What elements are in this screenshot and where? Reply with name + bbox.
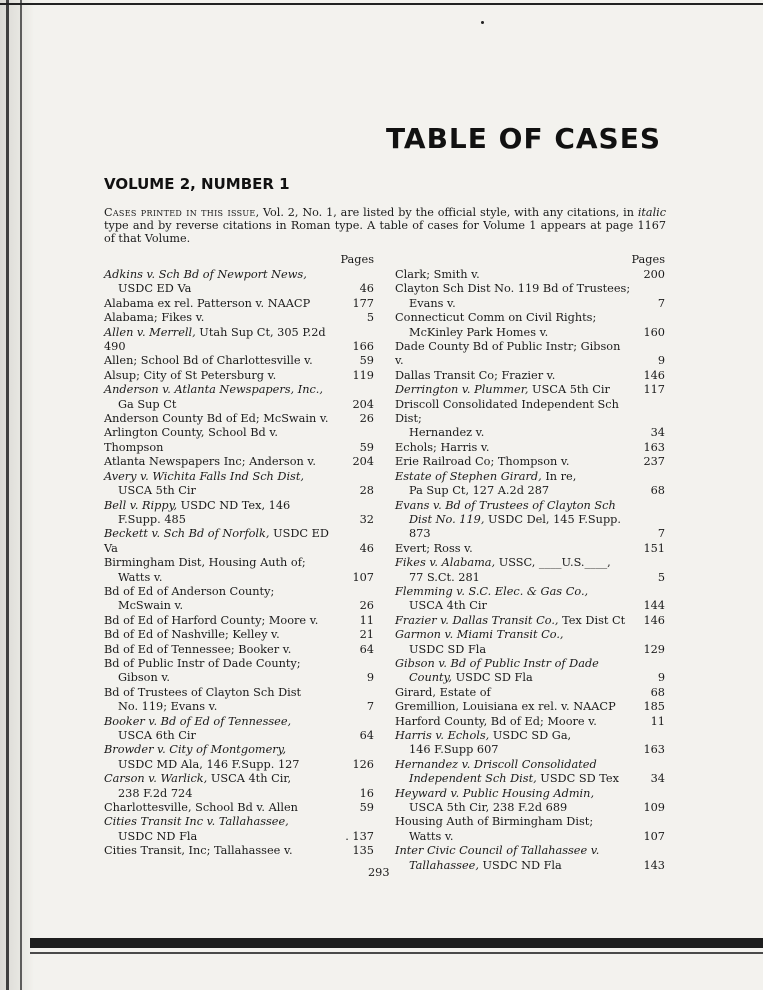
- case-entry: [395, 369, 665, 383]
- case-name: [104, 369, 340, 383]
- case-page: 21: [359, 628, 374, 642]
- case-name: [104, 585, 340, 614]
- case-name: [104, 297, 340, 311]
- case-page: 185: [643, 700, 665, 714]
- case-page: 163: [643, 743, 665, 757]
- case-entry: [104, 772, 374, 801]
- case-name: [104, 311, 340, 325]
- case-page: 64: [359, 642, 374, 656]
- case-name: [104, 657, 340, 686]
- case-name-line: Beckett v. Sch Bd of Norfolk, USDC ED Va: [104, 527, 329, 555]
- case-name-line: Bd of Ed of Harford County; Moore v.: [104, 613, 319, 627]
- case-page: 119: [352, 368, 374, 382]
- case-name: [395, 758, 631, 787]
- case-name-line: USDC ED Va: [118, 282, 192, 296]
- case-name-line: 146 F.Supp 607: [409, 743, 499, 757]
- case-entry: [104, 297, 374, 311]
- case-name: [104, 326, 340, 355]
- case-name: [395, 398, 631, 441]
- case-name: [395, 628, 631, 657]
- case-name-line: Harford County, Bd of Ed; Moore v.: [395, 714, 597, 728]
- case-page: 107: [352, 570, 374, 584]
- page-number: 293: [368, 866, 390, 879]
- case-page: 146: [643, 613, 665, 627]
- case-entry: [395, 311, 665, 340]
- case-name: [395, 585, 631, 614]
- case-entry: [395, 686, 665, 700]
- case-name: [395, 686, 631, 700]
- case-entry: [395, 844, 665, 873]
- case-name-line: USCA 4th Cir: [409, 599, 487, 613]
- case-page: 9: [657, 671, 665, 685]
- case-entry: [395, 614, 665, 628]
- case-entry: [395, 556, 665, 585]
- case-name-line: Tallahassee, USDC ND Fla: [409, 858, 562, 872]
- case-name: [104, 527, 340, 556]
- case-name: [395, 369, 631, 383]
- case-name: [104, 715, 340, 744]
- case-name-line: Avery v. Wichita Falls Ind Sch Dist,: [104, 469, 304, 483]
- case-entry: [395, 628, 665, 657]
- case-name-line: Browder v. City of Montgomery,: [104, 743, 287, 757]
- case-name: [104, 628, 340, 642]
- case-name: [395, 556, 631, 585]
- case-name-line: Alabama; Fikes v.: [104, 311, 205, 325]
- case-page: 5: [657, 570, 665, 584]
- case-entry: [395, 585, 665, 614]
- pages-header: Pages: [340, 253, 374, 266]
- case-name: [395, 787, 631, 816]
- case-name-line: Dade County Bd of Public Instr; Gibson v.: [395, 340, 621, 368]
- case-name-line: Pa Sup Ct, 127 A.2d 287: [409, 484, 550, 498]
- case-name: [104, 470, 340, 499]
- scan-speck: [481, 21, 484, 24]
- case-entry: [395, 470, 665, 499]
- case-page: . 137: [345, 829, 374, 843]
- case-entry: [104, 628, 374, 642]
- case-page: 204: [352, 455, 374, 469]
- case-page: 177: [352, 296, 374, 310]
- case-name-line: Inter Civic Council of Tallahassee v.: [395, 844, 600, 858]
- case-name-line: Birmingham Dist, Housing Auth of;: [104, 556, 306, 570]
- case-name-line: Alabama ex rel. Patterson v. NAACP: [104, 296, 311, 310]
- case-name-line: Ga Sup Ct: [118, 397, 177, 411]
- case-name-line: F.Supp. 485: [118, 512, 186, 526]
- case-page: 28: [359, 484, 374, 498]
- case-name-line: Cities Transit Inc v. Tallahassee,: [104, 815, 289, 829]
- scan-edge: [20, 0, 22, 990]
- case-entry: [104, 383, 374, 412]
- case-entry: [104, 268, 374, 297]
- case-name: [104, 499, 340, 528]
- case-name: [395, 614, 631, 628]
- case-page: 129: [643, 642, 665, 656]
- case-name-line: USDC ND Fla: [118, 829, 198, 843]
- case-name-line: Clayton Sch Dist No. 119 Bd of Trustees;: [395, 282, 631, 296]
- case-name-line: Atlanta Newspapers Inc; Anderson v.: [104, 455, 317, 469]
- intro-text: , Vol. 2, No. 1, are listed by the official style, with any citations, in: [255, 206, 638, 219]
- case-entry: [395, 815, 665, 844]
- case-name-line: USCA 5th Cir, 238 F.2d 689: [409, 801, 568, 815]
- case-entry: [104, 426, 374, 455]
- case-page: 9: [657, 354, 665, 368]
- case-name: [104, 815, 340, 844]
- pages-header: Pages: [631, 253, 665, 266]
- case-name: [104, 686, 340, 715]
- case-name-line: USDC MD Ala, 146 F.Supp. 127: [118, 757, 300, 771]
- right-column: [395, 253, 665, 873]
- case-entry: [104, 801, 374, 815]
- bottom-scan-band: [30, 938, 763, 948]
- case-name-line: Connecticut Comm on Civil Rights;: [395, 311, 597, 325]
- case-page: 59: [359, 354, 374, 368]
- case-entry: [395, 715, 665, 729]
- case-page: 46: [359, 541, 374, 555]
- case-name: [395, 470, 631, 499]
- case-page: 34: [650, 426, 665, 440]
- case-name: [104, 412, 340, 426]
- case-entry: [104, 614, 374, 628]
- case-name-line: Evans v.: [409, 296, 456, 310]
- case-page: 163: [643, 440, 665, 454]
- case-name-line: Garmon v. Miami Transit Co.,: [395, 628, 564, 642]
- case-name: [395, 282, 631, 311]
- case-page: 11: [359, 613, 374, 627]
- case-name-line: Hernandez v.: [409, 426, 485, 440]
- case-entry: [395, 499, 665, 542]
- left-column: [104, 253, 374, 859]
- case-name-line: Bd of Trustees of Clayton Sch Dist: [104, 685, 302, 699]
- case-name-line: Hernandez v. Driscoll Consolidated: [395, 757, 597, 771]
- case-name: [104, 844, 340, 858]
- case-name: [104, 614, 340, 628]
- case-name-line: Allen; School Bd of Charlottesville v.: [104, 354, 313, 368]
- case-name-line: Derrington v. Plummer, USCA 5th Cir: [395, 383, 610, 397]
- case-list: [104, 268, 374, 859]
- case-name: [395, 499, 631, 542]
- case-name-line: Gremillion, Louisiana ex rel. v. NAACP: [395, 700, 616, 714]
- case-name: [104, 354, 340, 368]
- case-page: 64: [359, 729, 374, 742]
- case-name-line: 238 F.2d 724: [118, 786, 193, 800]
- case-name-line: Housing Auth of Birmingham Dist;: [395, 815, 594, 829]
- case-page: 126: [352, 757, 374, 771]
- case-entry: [395, 700, 665, 714]
- case-name: [395, 455, 631, 469]
- case-name: [104, 643, 340, 657]
- case-name: [104, 743, 340, 772]
- case-page: 26: [359, 599, 374, 613]
- case-entry: [104, 354, 374, 368]
- intro-lead: Cases printed in this issue: [104, 206, 256, 219]
- case-name-line: Dist No. 119, USDC Del, 145 F.Supp. 873: [409, 512, 621, 541]
- case-name-line: Carson v. Warlick, USCA 4th Cir,: [104, 772, 292, 786]
- case-entry: [395, 542, 665, 556]
- case-page: 166: [352, 340, 374, 354]
- case-page: 135: [352, 844, 374, 858]
- case-name: [104, 383, 340, 412]
- case-name-line: Heyward v. Public Housing Admin,: [395, 786, 595, 800]
- case-name: [104, 772, 340, 801]
- case-name-line: Independent Sch Dist, USDC SD Tex: [409, 772, 619, 786]
- case-name-line: Anderson v. Atlanta Newspapers, Inc.,: [104, 383, 323, 397]
- case-name: [395, 815, 631, 844]
- case-page: 146: [643, 368, 665, 382]
- case-name: [104, 556, 340, 585]
- case-name: [104, 268, 340, 297]
- case-name-line: McKinley Park Homes v.: [409, 325, 549, 339]
- case-entry: [395, 729, 665, 758]
- case-name-line: Fikes v. Alabama, USSC, ____U.S.____,: [395, 556, 611, 570]
- case-entry: [104, 369, 374, 383]
- case-page: 68: [650, 484, 665, 498]
- case-name: [395, 700, 631, 714]
- case-name-line: Bd of Public Instr of Dade County;: [104, 656, 301, 670]
- case-entry: [104, 643, 374, 657]
- intro-paragraph: [104, 206, 666, 245]
- intro-italic: italic: [637, 206, 667, 219]
- case-name-line: 77 S.Ct. 281: [409, 570, 480, 584]
- case-name-line: Cities Transit, Inc; Tallahassee v.: [104, 844, 293, 858]
- case-name: [395, 268, 631, 282]
- case-name-line: McSwain v.: [118, 599, 184, 613]
- case-name-line: Watts v.: [118, 570, 163, 584]
- case-entry: [104, 657, 374, 686]
- case-page: 11: [650, 714, 665, 728]
- case-page: 160: [643, 325, 665, 339]
- case-page: 117: [643, 383, 665, 397]
- case-page: 204: [352, 397, 374, 411]
- case-entry: [104, 686, 374, 715]
- case-name-line: Dallas Transit Co; Frazier v.: [395, 368, 556, 382]
- case-name-line: Bd of Ed of Anderson County;: [104, 584, 275, 598]
- case-page: 16: [359, 786, 374, 800]
- case-name-line: Evert; Ross v.: [395, 541, 473, 555]
- case-page: 7: [657, 296, 665, 310]
- case-name-line: Booker v. Bd of Ed of Tennessee,: [104, 714, 292, 728]
- case-name-line: Anderson County Bd of Ed; McSwain v.: [104, 412, 329, 426]
- case-name: [395, 340, 631, 369]
- case-name: [104, 426, 340, 455]
- case-name: [395, 729, 631, 758]
- case-page: 5: [366, 311, 374, 325]
- case-name-line: Harris v. Echols, USDC SD Ga,: [395, 729, 572, 742]
- case-name-line: Erie Railroad Co; Thompson v.: [395, 455, 570, 469]
- case-entry: [104, 455, 374, 469]
- case-name-line: Allen v. Merrell, Utah Sup Ct, 305 P.2d 490: [104, 325, 326, 354]
- case-entry: [395, 758, 665, 787]
- case-name: [395, 311, 631, 340]
- page-title: TABLE OF CASES: [385, 122, 661, 155]
- case-entry: [104, 844, 374, 858]
- case-entry: [104, 585, 374, 614]
- case-entry: [104, 527, 374, 556]
- case-name-line: USDC SD Fla: [409, 642, 487, 656]
- case-page: 144: [643, 599, 665, 613]
- case-page: 7: [366, 700, 374, 714]
- scan-edge: [6, 0, 9, 990]
- case-name: [395, 844, 631, 873]
- case-page: 7: [657, 527, 665, 541]
- case-page: 26: [359, 412, 374, 426]
- case-entry: [395, 383, 665, 397]
- case-page: 46: [359, 282, 374, 296]
- case-entry: [395, 340, 665, 369]
- case-page: 9: [366, 671, 374, 685]
- top-rule: [0, 3, 763, 5]
- case-page: 59: [359, 440, 374, 454]
- case-entry: [104, 715, 374, 744]
- case-entry: [104, 743, 374, 772]
- bottom-rule: [30, 952, 763, 954]
- case-name-line: USCA 6th Cir: [118, 729, 196, 742]
- case-name-line: Flemming v. S.C. Elec. & Gas Co.,: [395, 584, 589, 598]
- case-page: 34: [650, 772, 665, 786]
- case-entry: [395, 282, 665, 311]
- case-entry: [395, 441, 665, 455]
- case-entry: [104, 311, 374, 325]
- case-list: [395, 268, 665, 873]
- case-name: [395, 383, 631, 397]
- case-name: [104, 455, 340, 469]
- case-page: 143: [643, 858, 665, 872]
- case-entry: [104, 556, 374, 585]
- case-page: 237: [643, 455, 665, 469]
- volume-heading: VOLUME 2, NUMBER 1: [104, 175, 290, 193]
- case-name-line: Charlottesville, School Bd v. Allen: [104, 801, 298, 815]
- case-name-line: Girard, Estate of: [395, 685, 491, 699]
- case-name-line: Arlington County, School Bd v. Thompson: [104, 426, 279, 454]
- case-entry: [104, 412, 374, 426]
- case-name-line: Gibson v.: [118, 671, 170, 685]
- case-entry: [395, 268, 665, 282]
- case-page: 151: [643, 541, 665, 555]
- case-page: 68: [650, 685, 665, 699]
- case-name-line: Bd of Ed of Nashville; Kelley v.: [104, 628, 280, 642]
- case-name-line: No. 119; Evans v.: [118, 700, 218, 714]
- case-page: 109: [643, 801, 665, 815]
- case-name-line: Estate of Stephen Girard, In re,: [395, 469, 577, 483]
- case-page: 32: [359, 512, 374, 526]
- case-name: [395, 542, 631, 556]
- case-page: 200: [643, 268, 665, 281]
- case-entry: [104, 326, 374, 355]
- case-name: [395, 441, 631, 455]
- case-name-line: Gibson v. Bd of Public Instr of Dade: [395, 656, 599, 670]
- case-name-line: Watts v.: [409, 829, 454, 843]
- case-name: [395, 715, 631, 729]
- case-name: [104, 801, 340, 815]
- case-name-line: Alsup; City of St Petersburg v.: [104, 368, 277, 382]
- case-name-line: Driscoll Consolidated Independent Sch Dist;: [395, 397, 619, 426]
- case-entry: [395, 398, 665, 441]
- case-name-line: USCA 5th Cir: [118, 484, 196, 498]
- case-entry: [104, 470, 374, 499]
- case-entry: [395, 787, 665, 816]
- case-name-line: County, USDC SD Fla: [409, 671, 533, 685]
- case-entry: [395, 657, 665, 686]
- case-name-line: Frazier v. Dallas Transit Co., Tex Dist Ct: [395, 613, 626, 627]
- case-page: 107: [643, 829, 665, 843]
- case-name-line: Evans v. Bd of Trustees of Clayton Sch: [395, 498, 616, 512]
- case-entry: [104, 815, 374, 844]
- case-name-line: Clark; Smith v.: [395, 268, 480, 281]
- case-name: [395, 657, 631, 686]
- case-name-line: Echols; Harris v.: [395, 440, 490, 454]
- case-name-line: Bell v. Rippy, USDC ND Tex, 146: [104, 498, 291, 512]
- case-entry: [104, 499, 374, 528]
- case-page: 59: [359, 801, 374, 815]
- case-name-line: Adkins v. Sch Bd of Newport News,: [104, 268, 307, 281]
- intro-text: type and by reverse citations in Roman type. A table of cases for Volume 1 appears at page 1167 of that Volume.: [104, 219, 666, 245]
- case-name-line: Bd of Ed of Tennessee; Booker v.: [104, 642, 292, 656]
- case-entry: [395, 455, 665, 469]
